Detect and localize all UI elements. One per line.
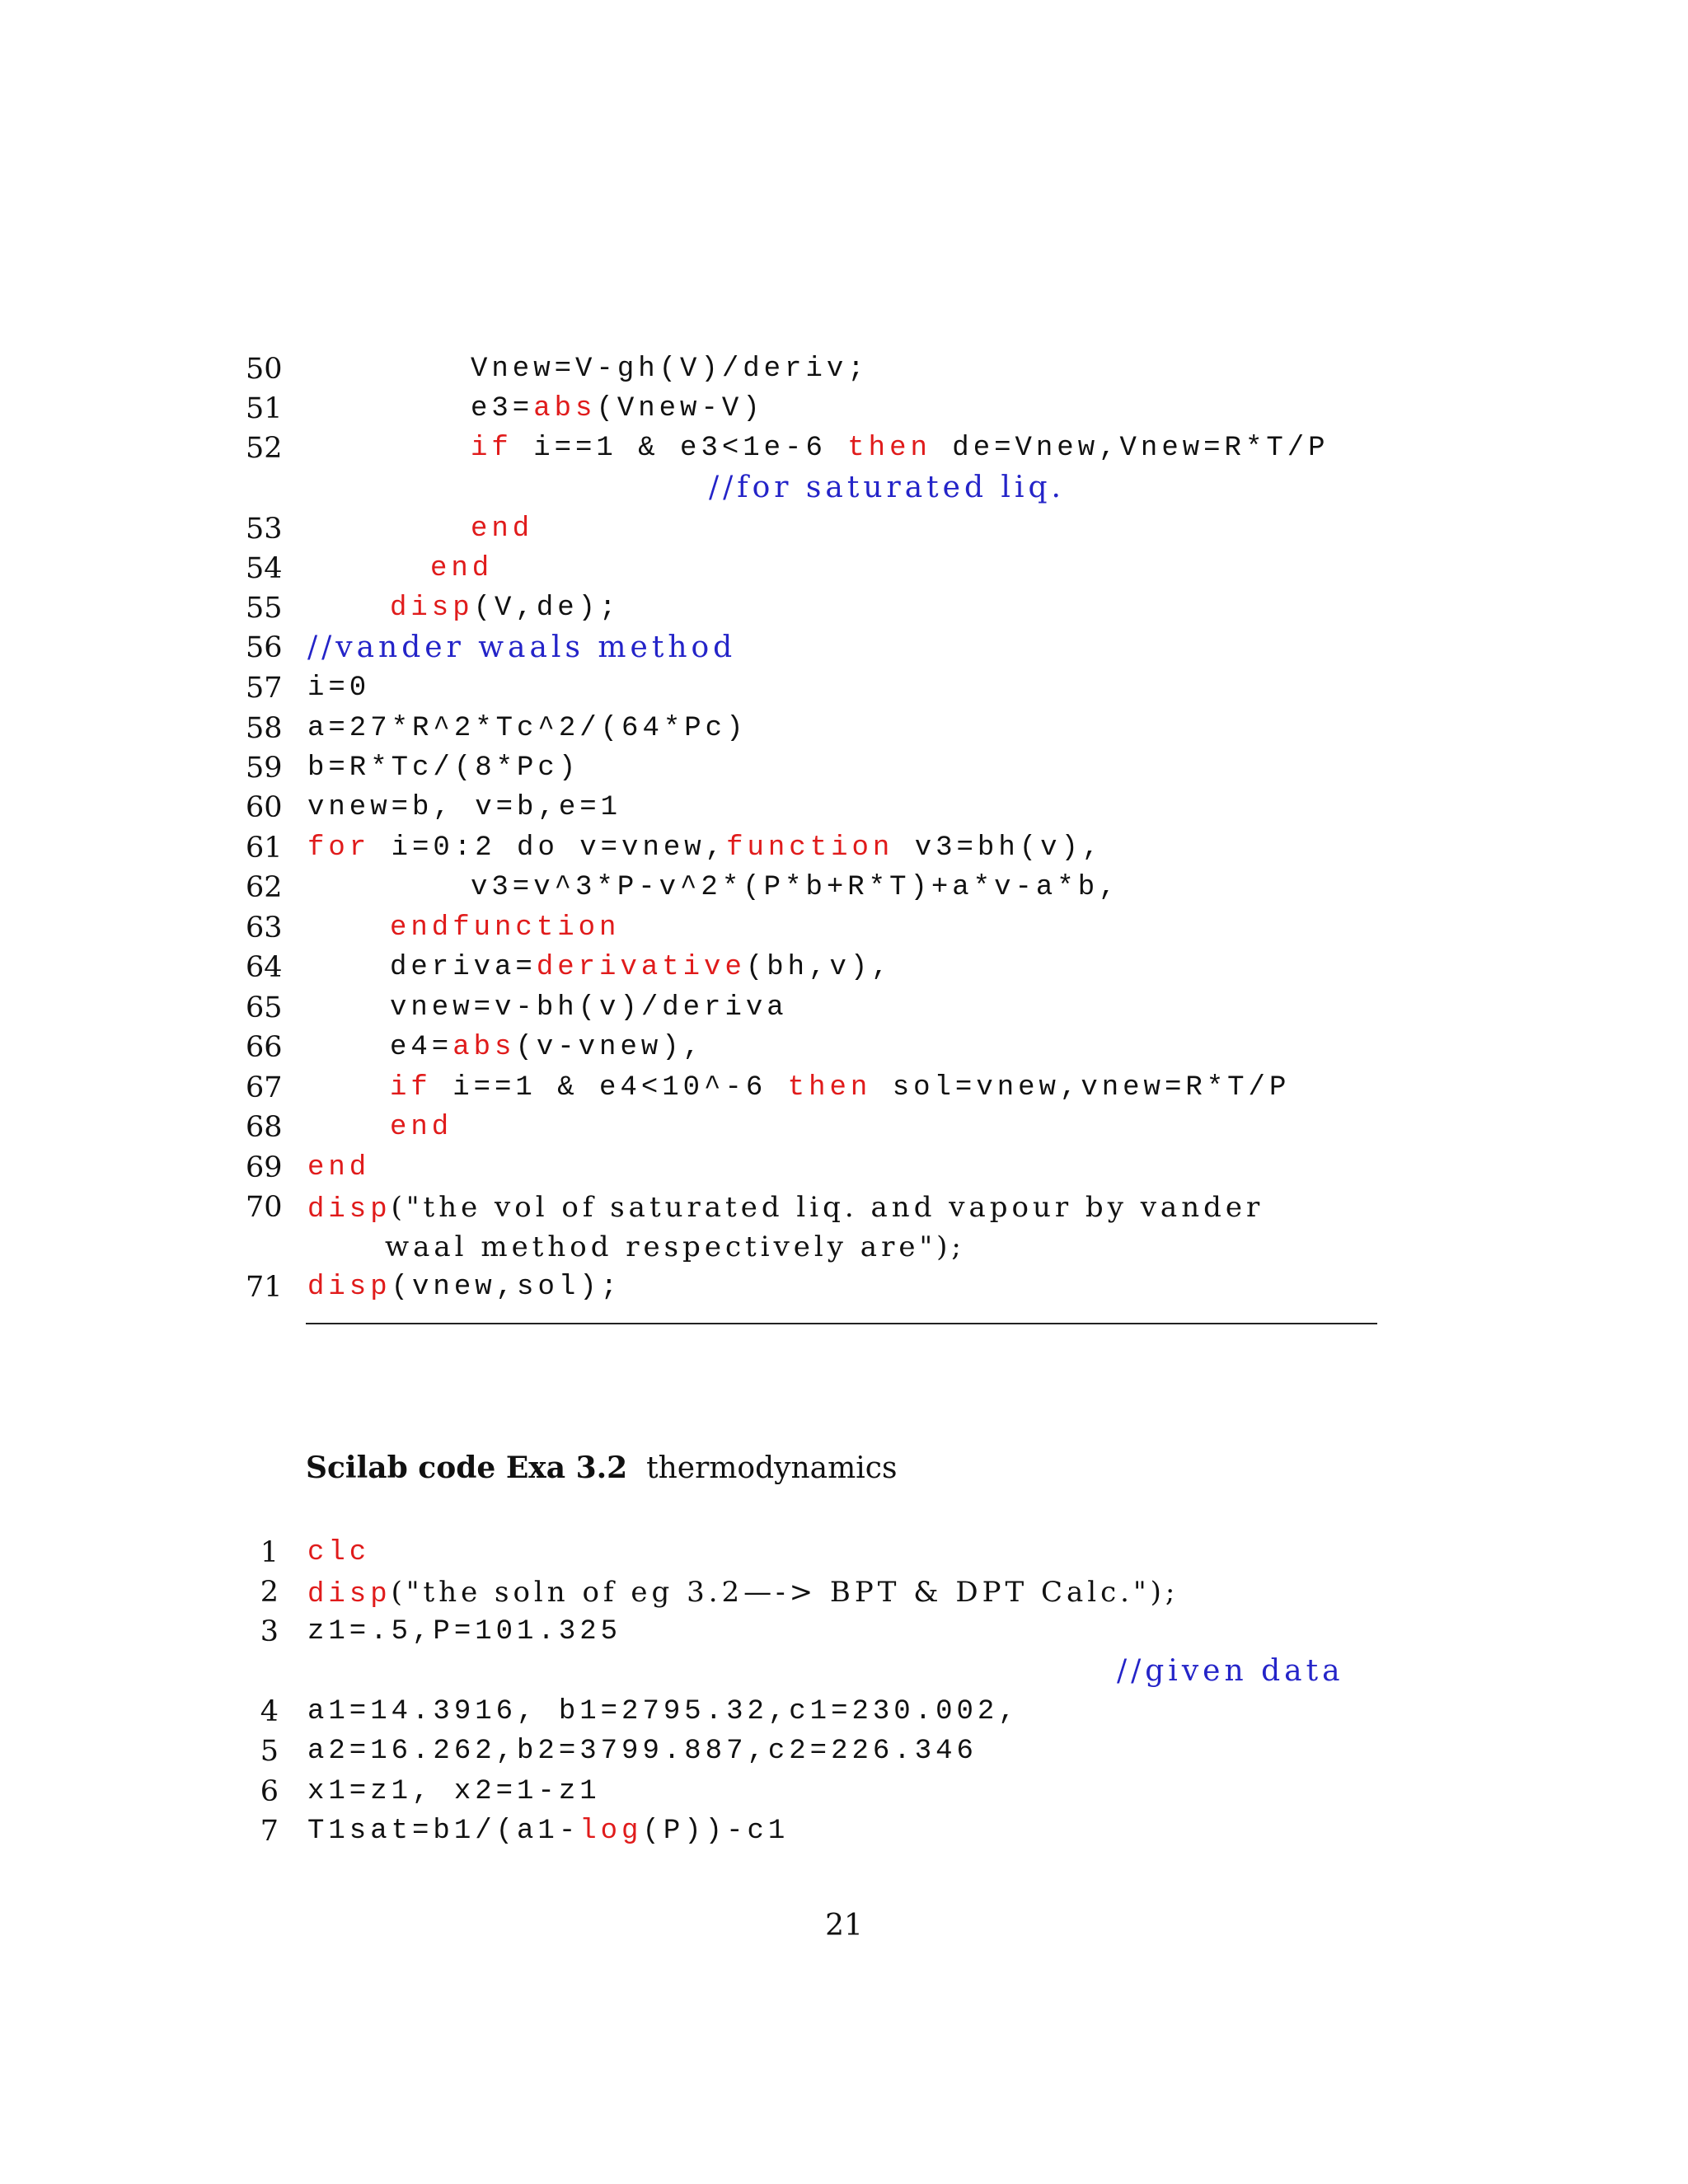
code-line: [0, 549, 1688, 588]
listing-divider: [306, 1323, 1377, 1324]
code-line: [0, 349, 1688, 389]
code-line: [0, 1732, 1688, 1771]
line-number: 63: [246, 912, 283, 944]
keyword: disp: [307, 1194, 392, 1226]
line-number: 68: [246, 1111, 283, 1144]
code-line: [0, 1268, 1688, 1307]
keyword: if: [390, 1072, 432, 1104]
line-number: 59: [246, 752, 283, 785]
page-number: 21: [825, 1909, 863, 1943]
code-text: v3=v^3*P-v^2*(P*b+R*T)+a*v-a*b,: [471, 872, 1120, 903]
code-line: [0, 628, 1688, 668]
code-line: [0, 988, 1688, 1028]
code-line: [0, 509, 1688, 549]
line-number: 69: [246, 1151, 283, 1184]
keyword: derivative: [536, 952, 746, 983]
code-text: if i==1 & e3<1e-6 then de=Vnew,Vnew=R*T/P: [471, 433, 1329, 464]
code-text: e4=abs(v-vnew),: [390, 1032, 705, 1063]
code-line: [0, 389, 1688, 429]
code-heading: [306, 1451, 897, 1485]
code-text: disp(vnew,sol);: [307, 1272, 622, 1303]
code-line-continuation: [0, 1652, 1688, 1691]
keyword: endfunction: [390, 912, 621, 944]
code-line: [0, 1068, 1688, 1108]
code-line: [0, 1148, 1688, 1188]
keyword: disp: [307, 1579, 392, 1610]
code-text: a1=14.3916, b1=2795.32,c1=230.002,: [307, 1696, 1020, 1727]
line-number: 56: [246, 631, 283, 664]
line-number: 7: [260, 1815, 279, 1848]
keyword: for: [307, 832, 371, 864]
keyword: abs: [533, 393, 597, 424]
line-number: 3: [260, 1615, 279, 1648]
keyword: end: [390, 1112, 453, 1143]
code-line: [0, 588, 1688, 628]
code-line: [0, 429, 1688, 468]
code-line: [0, 1533, 1688, 1572]
line-number: 58: [246, 712, 283, 745]
code-text: i=0: [307, 673, 371, 704]
line-number: 71: [246, 1271, 283, 1304]
keyword: abs: [452, 1032, 516, 1063]
code-text: a=27*R^2*Tc^2/(64*Pc): [307, 713, 748, 744]
code-text: deriva=derivative(bh,v),: [390, 952, 893, 983]
code-text: e3=abs(Vnew-V): [471, 393, 764, 424]
line-number: 51: [246, 392, 283, 425]
code-line-continuation: [0, 1227, 1688, 1267]
code-line: [0, 828, 1688, 868]
code-text: b=R*Tc/(8*Pc): [307, 752, 580, 784]
code-text: if i==1 & e4<10^-6 then sol=vnew,vnew=R*T/P: [390, 1072, 1291, 1104]
code-line: [0, 908, 1688, 948]
code-text: a2=16.262,b2=3799.887,c2=226.346: [307, 1736, 978, 1767]
code-text: waal method respectively are");: [385, 1230, 965, 1263]
keyword: end: [430, 553, 494, 584]
keyword: end: [307, 1152, 371, 1183]
code-line: [0, 1692, 1688, 1732]
keyword: then: [787, 1072, 872, 1104]
code-line-continuation: [0, 468, 1688, 508]
code-line: [0, 1772, 1688, 1811]
code-line: [0, 1612, 1688, 1652]
code-line: [0, 709, 1688, 748]
keyword: clc: [307, 1537, 371, 1568]
keyword: if: [471, 433, 513, 464]
line-number: 67: [246, 1071, 283, 1104]
line-number: 6: [260, 1775, 279, 1808]
line-number: 52: [246, 432, 283, 465]
code-line: [0, 1028, 1688, 1067]
line-number: 53: [246, 513, 283, 546]
code-text: vnew=v-bh(v)/deriva: [390, 992, 788, 1024]
code-line: [0, 1108, 1688, 1147]
line-number: 66: [246, 1031, 283, 1064]
code-text: for i=0:2 do v=vnew,function v3=bh(v),: [307, 832, 1104, 864]
code-text: T1sat=b1/(a1-log(P))-c1: [307, 1816, 790, 1847]
code-line: [0, 668, 1688, 708]
code-text: disp(V,de);: [390, 593, 621, 624]
line-number: 50: [246, 353, 283, 386]
line-number: 70: [246, 1191, 283, 1224]
code-line: [0, 1188, 1688, 1227]
code-text: x1=z1, x2=1-z1: [307, 1776, 601, 1807]
code-text: disp("the vol of saturated liq. and vapour by vander: [307, 1191, 1264, 1226]
keyword: then: [847, 433, 931, 464]
line-number: 60: [246, 791, 283, 824]
line-number: 62: [246, 871, 283, 904]
keyword: end: [471, 513, 534, 545]
code-text: disp("the soln of eg 3.2—-> BPT & DPT Calc.");: [307, 1576, 1179, 1610]
keyword: disp: [307, 1272, 392, 1303]
keyword: function: [726, 832, 894, 864]
line-number: 65: [246, 991, 283, 1024]
code-line: [0, 948, 1688, 987]
line-number: 61: [246, 832, 283, 865]
code-comment: //given data: [1117, 1654, 1344, 1688]
keyword: log: [579, 1816, 643, 1847]
code-text: vnew=b, v=b,e=1: [307, 792, 622, 823]
line-number: 57: [246, 672, 283, 705]
code-line: [0, 1572, 1688, 1612]
keyword: disp: [390, 593, 474, 624]
heading-title: thermodynamics: [646, 1451, 898, 1485]
code-text: z1=.5,P=101.325: [307, 1616, 622, 1647]
line-number: 1: [260, 1536, 279, 1569]
line-number: 2: [260, 1576, 279, 1609]
code-line: [0, 1811, 1688, 1851]
code-text: Vnew=V-gh(V)/deriv;: [471, 354, 869, 385]
code-line: [0, 788, 1688, 827]
line-number: 5: [260, 1735, 279, 1768]
code-line: [0, 748, 1688, 788]
line-number: 64: [246, 951, 283, 984]
line-number: 54: [246, 552, 283, 585]
line-number: 55: [246, 592, 283, 625]
code-line: [0, 868, 1688, 907]
heading-label: Scilab code Exa 3.2: [306, 1451, 628, 1485]
code-comment: //vander waals method: [307, 630, 737, 664]
code-comment: //for saturated liq.: [709, 471, 1065, 504]
line-number: 4: [260, 1695, 279, 1728]
